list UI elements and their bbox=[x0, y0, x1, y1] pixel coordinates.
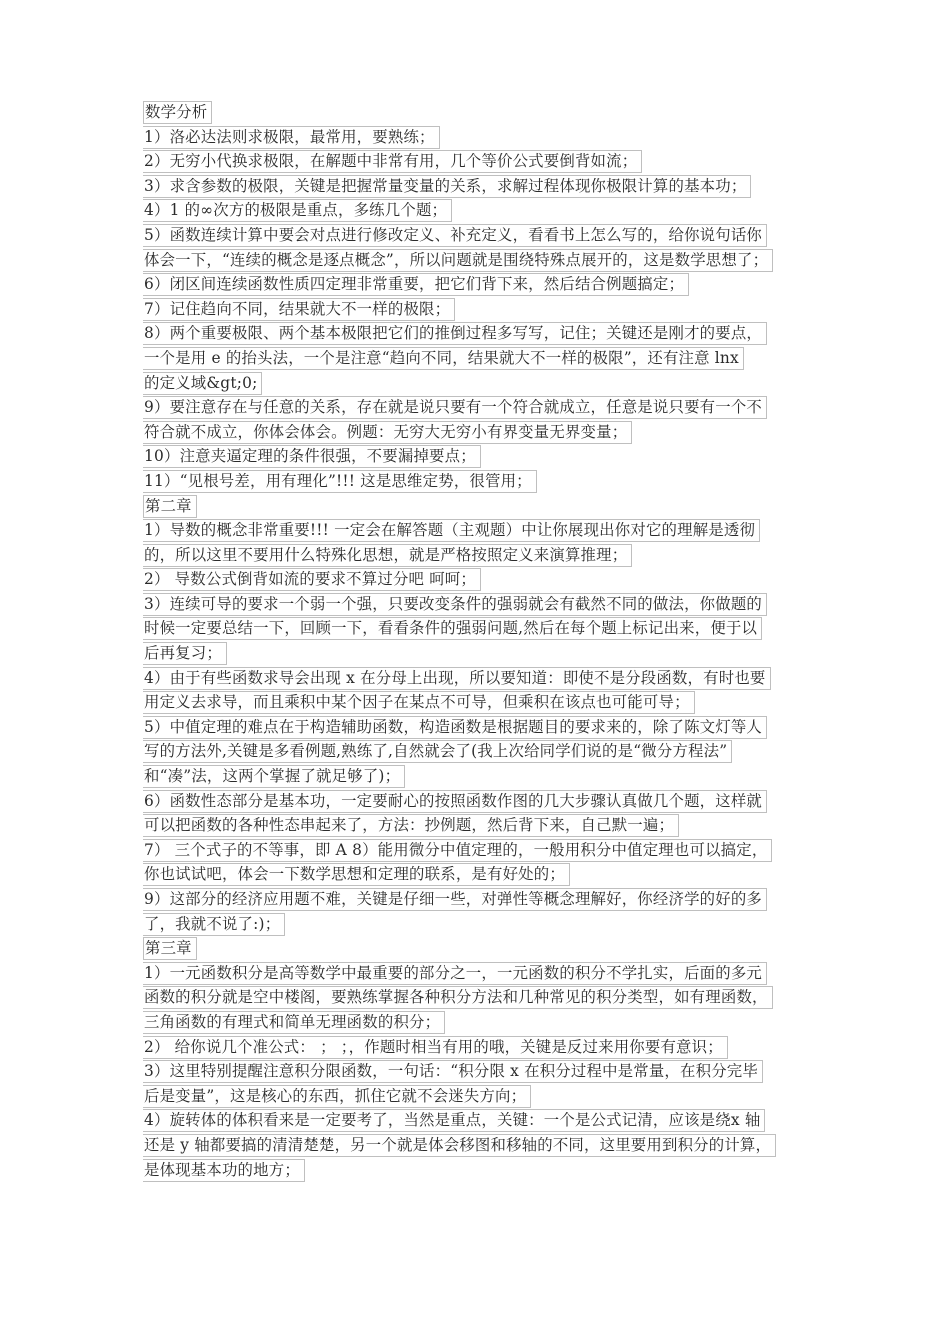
document-page bbox=[143, 100, 815, 1182]
text-line-content: 9）这部分的经济应用题不难，关键是仔细一些，对弹性等概念理解好，你经济学的好的多 bbox=[143, 888, 767, 911]
text-line bbox=[143, 567, 815, 592]
chapter-heading-text: 第三章 bbox=[143, 937, 197, 960]
text-line-content: 用定义去求导，而且乘积中某个因子在某点不可导，但乘积在该点也可能可导； bbox=[143, 691, 695, 714]
text-line-content: 和“凑”法，这两个掌握了就足够了)； bbox=[143, 765, 405, 788]
text-line-content: 后再复习； bbox=[143, 642, 227, 665]
text-line-content: 还是 y 轴都要搞的清清楚楚，另一个就是体会移图和移轴的不同，这里要用到积分的计算， bbox=[143, 1134, 776, 1157]
text-line-content: 3）这里特别提醒注意积分限函数，一句话：“积分限 x 在积分过程中是常量，在积分完毕 bbox=[143, 1060, 763, 1083]
text-line-content: 7） 三个式子的不等事，即 A 8）能用微分中值定理的，一般用积分中值定理也可以搞定， bbox=[143, 839, 772, 862]
text-line-content: 4）由于有些函数求导会出现 x 在分母上出现，所以要知道：即使不是分段函数，有时也要 bbox=[143, 667, 771, 690]
text-line-content: 你也试试吧，体会一下数学思想和定理的联系，是有好处的； bbox=[143, 863, 570, 886]
text-line bbox=[143, 985, 815, 1010]
text-line bbox=[143, 862, 815, 887]
text-line-content: 的，所以这里不要用什么特殊化思想，就是严格按照定义来演算推理； bbox=[143, 544, 632, 567]
text-line bbox=[143, 789, 815, 814]
text-line-content: 4）旋转体的体积看来是一定要考了，当然是重点，关键：一个是公式记清，应该是绕x 轴 bbox=[143, 1109, 765, 1132]
text-line bbox=[143, 690, 815, 715]
text-line-content: 3）连续可导的要求一个弱一个强，只要改变条件的强弱就会有截然不同的做法，你做题的 bbox=[143, 593, 767, 616]
text-line bbox=[143, 1108, 815, 1133]
text-line bbox=[143, 272, 815, 297]
text-line bbox=[143, 420, 815, 445]
chapter-heading bbox=[143, 494, 815, 519]
text-line-content: 3）求含参数的极限，关键是把握常量变量的关系，求解过程体现你极限计算的基本功； bbox=[143, 175, 751, 198]
text-line bbox=[143, 444, 815, 469]
text-line bbox=[143, 1059, 815, 1084]
text-line bbox=[143, 715, 815, 740]
text-line-content: 体会一下，“连续的概念是逐点概念”，所以问题就是围绕特殊点展开的，这是数学思想了； bbox=[143, 249, 773, 272]
text-line-content: 11）“见根号差，用有理化”!!! 这是思维定势，很管用； bbox=[143, 470, 537, 493]
text-line bbox=[143, 641, 815, 666]
text-line-content: 一个是用 e 的抬头法，一个是注意“趋向不同，结果就大不一样的极限”，还有注意 lnx bbox=[143, 347, 744, 370]
text-line bbox=[143, 1010, 815, 1035]
chapter-heading-text: 第二章 bbox=[143, 495, 197, 518]
text-line bbox=[143, 395, 815, 420]
text-line-content: 后是变量”，这是核心的东西，抓住它就不会迷失方向； bbox=[143, 1085, 531, 1108]
text-line bbox=[143, 297, 815, 322]
text-line bbox=[143, 321, 815, 346]
text-line-content: 是体现基本功的地方； bbox=[143, 1159, 305, 1182]
text-line bbox=[143, 543, 815, 568]
text-line bbox=[143, 1133, 815, 1158]
chapter-heading-text: 数学分析 bbox=[143, 101, 212, 124]
text-line-content: 2） 导数公式倒背如流的要求不算过分吧 呵呵； bbox=[143, 568, 481, 591]
text-line bbox=[143, 346, 815, 371]
text-line bbox=[143, 616, 815, 641]
text-line-content: 9）要注意存在与任意的关系，存在就是说只要有一个符合就成立，任意是说只要有一个不 bbox=[143, 396, 767, 419]
text-line bbox=[143, 912, 815, 937]
text-line bbox=[143, 198, 815, 223]
chapter-heading bbox=[143, 936, 815, 961]
text-line-content: 5）中值定理的难点在于构造辅助函数，构造函数是根据题目的要求来的，除了陈文灯等人 bbox=[143, 716, 767, 739]
text-line bbox=[143, 813, 815, 838]
text-line bbox=[143, 174, 815, 199]
text-line bbox=[143, 125, 815, 150]
text-line bbox=[143, 223, 815, 248]
text-line-content: 了，我就不说了:)； bbox=[143, 913, 285, 936]
text-line bbox=[143, 592, 815, 617]
text-line-content: 6）函数性态部分是基本功，一定要耐心的按照函数作图的几大步骤认真做几个题，这样就 bbox=[143, 790, 767, 813]
text-line bbox=[143, 887, 815, 912]
text-line bbox=[143, 518, 815, 543]
text-line bbox=[143, 149, 815, 174]
text-line-content: 2） 给你说几个准公式： ； ；，作题时相当有用的哦，关键是反过来用你要有意识； bbox=[143, 1036, 728, 1059]
text-line bbox=[143, 838, 815, 863]
text-line-content: 写的方法外,关键是多看例题,熟练了,自然就会了(我上次给同学们说的是“微分方程法” bbox=[143, 740, 732, 763]
text-line bbox=[143, 666, 815, 691]
text-line bbox=[143, 739, 815, 764]
text-line bbox=[143, 764, 815, 789]
text-line bbox=[143, 371, 815, 396]
text-line-content: 1）一元函数积分是高等数学中最重要的部分之一，一元函数的积分不学扎实，后面的多元 bbox=[143, 962, 767, 985]
text-line-content: 三角函数的有理式和简单无理函数的积分； bbox=[143, 1011, 445, 1034]
text-line bbox=[143, 248, 815, 273]
text-line-content: 1）洛必达法则求极限，最常用，要熟练； bbox=[143, 126, 440, 149]
text-line bbox=[143, 961, 815, 986]
text-line-content: 函数的积分就是空中楼阁，要熟练掌握各种积分方法和几种常见的积分类型，如有理函数， bbox=[143, 986, 773, 1009]
text-line bbox=[143, 1084, 815, 1109]
text-line bbox=[143, 1158, 815, 1183]
text-line-content: 2）无穷小代换求极限，在解题中非常有用，几个等价公式要倒背如流； bbox=[143, 150, 642, 173]
text-line-content: 1）导数的概念非常重要!!! 一定会在解答题（主观题）中让你展现出你对它的理解是透彻 bbox=[143, 519, 760, 542]
text-line-content: 4）1 的∞次方的极限是重点，多练几个题； bbox=[143, 199, 452, 222]
text-line-content: 7）记住趋向不同，结果就大不一样的极限； bbox=[143, 298, 455, 321]
text-line-content: 6）闭区间连续函数性质四定理非常重要，把它们背下来，然后结合例题搞定； bbox=[143, 273, 689, 296]
chapter-heading bbox=[143, 100, 815, 125]
text-line bbox=[143, 469, 815, 494]
text-line-content: 的定义域&gt;0; bbox=[143, 372, 262, 395]
text-line-content: 5）函数连续计算中要会对点进行修改定义、补充定义，看看书上怎么写的，给你说句话你 bbox=[143, 224, 767, 247]
text-line bbox=[143, 1035, 815, 1060]
text-line-content: 符合就不成立，你体会体会。例题：无穷大无穷小有界变量无界变量； bbox=[143, 421, 632, 444]
text-line-content: 可以把函数的各种性态串起来了，方法：抄例题，然后背下来，自己默一遍； bbox=[143, 814, 679, 837]
text-line-content: 时候一定要总结一下，回顾一下，看看条件的强弱问题,然后在每个题上标记出来，便于以 bbox=[143, 617, 762, 640]
text-line-content: 8）两个重要极限、两个基本极限把它们的推倒过程多写写，记住；关键还是刚才的要点， bbox=[143, 322, 767, 345]
text-line-content: 10）注意夹逼定理的条件很强，不要漏掉要点； bbox=[143, 445, 481, 468]
